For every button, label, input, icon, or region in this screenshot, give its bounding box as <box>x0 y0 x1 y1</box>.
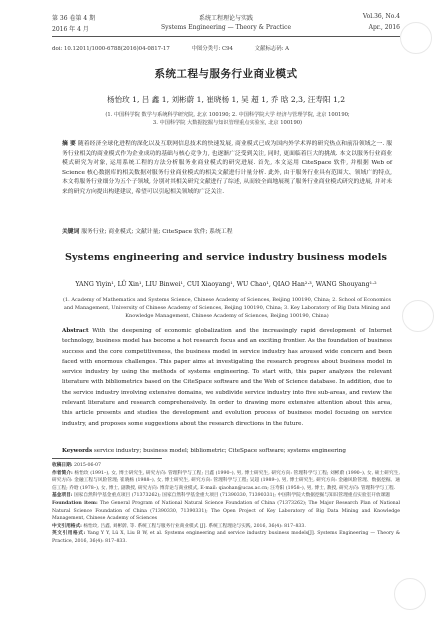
footnote-received: 收稿日期: 2015-06-07 <box>52 463 102 468</box>
article-meta <box>52 44 400 52</box>
authors-zh: 杨怡玫 1, 吕 鑫 1, 刘彬蔚 1, 崔晓杨 1, 吴 超 1, 乔 晗 2,3, 汪寿阳 1,2 <box>106 95 346 104</box>
doi: doi: 10.12011/1000-6788(2016)04-0817-17 <box>52 46 170 52</box>
abstract-en-text: With the deepening of economic globalization and the increasingly rapid development of Internet technology, business model has become a hot research focus and an exciting frontier. As the foundation of business success and the core competitiveness, the business model in service industry has aroused wide concern and been faced with enormous challenges. This paper aims at investigating the research progress about business model in service industry by using the methods of systems engineering. To start with, this paper analyzes the relevant literature with bibliometrics based on the CiteSpace software and the Web of Science database. In addition, due to the service industry involving extensive domains, we subdivide service industry into five sub-areas, and review the relevant literature and research comprehensively. In order to drawing more extensive attention about this area, this article presents and studies the development and evolution process of business model focusing on service industry, and proposes some suggestions about the research directions in the future. <box>62 328 392 427</box>
volume-issue-en: Vol.36, No.4 <box>362 13 400 20</box>
footnotes <box>52 462 400 546</box>
classification-number: 中图分类号: C94 <box>191 46 233 52</box>
footnote-citation-en: 英文引用格式: Yang Y Y, Lü X, Liu B W, et al. Systems engineering and service industry business models[J]. Systems Engineering — Theory & Practice, 2016, 36(4): 817–833. <box>52 531 401 544</box>
keywords-en-label: Keywords <box>62 448 93 454</box>
footnote-author-bio: 作者简介: 杨怡玫 (1991–), 女, 博士研究生, 研究方向: 管理科学与工程; 吕鑫 (1990–), 男, 博士研究生, 研究方向: 管理科学与工程; 刘彬蔚 (1990–), 女, 硕士研究生, 研究方向: 金融工程与风险管理; 崔晓杨 (1988–), 女, 博士研究生, 研究方向: 管理科学与工程; 吴超 (1989–), 男, 博士研究生, 研究方向: 金融风险管理、数据挖掘、通信工程; 乔晗 (1978–), 女, 博士, 副教授, 研究方向: 博弈论与商业模式, E-mail: qiaohan@ucas.ac.cn; 汪寿阳 (1958–), 男, 博士, 教授, 研究方向: 管理科学与工程. <box>52 470 401 491</box>
date-en: Apr., 2016 <box>368 24 400 31</box>
affiliation-line: 3. 中国科学院 大数据挖掘与知识管理重点实验室, 北京 100190) <box>152 120 303 126</box>
abstract-zh <box>62 140 392 198</box>
keywords-zh-label: 关键词 <box>62 229 80 235</box>
journal-name-zh: 系统工程理论与实践 <box>198 15 253 22</box>
header-divider <box>52 36 400 37</box>
abstract-zh-text: 随着经济全球化进程的深化以及互联网信息技术的快速发展, 商业模式已成为国内外学术界的研究热点和前沿领域之一. 服务行业相关的商业模式作为企业成功的基础与核心竞争力, 也逐渐广泛受到关注, 同时, 更面临着巨大的挑战. 本文以服务行业商业模式研究为对象, 运用系统工程的方法分析服务业商业模式的研究进展. 首先, 本文运用 CiteSpace 软件, 并根据 Web of Science 核心数据库的相关数据对服务行业商业模式的相关文献进行计量分析. 此外, 由于服务行业具有范围大、领域广的特点, 本文将服务行业细分为五个子领域, 分别对其相关研究文献进行了综述, 从而较全面地展现了服务行业商业模式研究的进展, 并对未来的研究方向提出构建建议, 希望可以引起相关领域的广泛关注. <box>62 141 393 195</box>
watermark-stamp <box>400 22 432 54</box>
date-zh: 2016 年 4 月 <box>52 26 89 33</box>
journal-name-en: Systems Engineering — Theory & Practice <box>160 24 292 31</box>
abstract-zh-label: 摘 要 <box>62 141 76 147</box>
footnote-divider <box>52 458 162 459</box>
abstract-en-label: Abstract <box>62 328 89 334</box>
watermark-stamp <box>394 578 426 610</box>
volume-issue-zh: 第 36 卷第 4 期 <box>52 15 96 22</box>
affiliation-line: (1. 中国科学院 数学与系统科学研究院, 北京 100190; 2. 中国科学院大学 经济与管理学院, 北京 100190; <box>105 112 350 118</box>
keywords-zh-text: 服务行业; 商业模式; 文献计量; CiteSpace 软件; 系统工程 <box>81 229 233 235</box>
footnote-funding-en: Foundation item: The General Program of National Natural Science Foundation of China (71373262); The Major Research Plan of National Natural Science Foundation of China (71390330, 71390331); The Open Project of Key Laboratory of Big Data Mining and Knowledge Management, Chinese Academy of Sciences <box>52 500 400 522</box>
keywords-zh <box>62 228 392 237</box>
abstract-en <box>62 326 392 429</box>
affiliations-en: (1. Academy of Mathematics and Systems Science, Chinese Academy of Sciences, Beijing 100190, China; 2. School of Economics and Management, University of Chinese Academy of Sciences, Beijing 100190, China; 3. Key Laboratory of Big Data Mining and Knowledge Management, Chinese Academy of Sciences, Beijing 100190, China) <box>63 297 391 319</box>
article-title-zh: 系统工程与服务行业商业模式 <box>154 68 298 80</box>
footnote-citation-zh: 中文引用格式: 杨怡玫, 吕鑫, 刘彬蔚, 等. 系统工程与服务行业商业模式 [J]. 系统工程理论与实践, 2016, 36(4): 817–833. <box>52 523 306 529</box>
keywords-en-text: service industry; business model; bibliometric; CiteSpace software; systems engineering <box>93 448 346 454</box>
watermark-stamp <box>402 300 434 332</box>
article-title-en: Systems engineering and service industry business models <box>64 252 388 263</box>
footnote-funding-zh: 基金项目: 国家自然科学基金重点项目 (71373262); 国家自然科学基金重大项目 (71390330, 71390331); 中国科学院大数据挖掘与知识管理重点实验室开放课题 <box>52 493 390 499</box>
authors-en: YANG Yiyin¹, LÜ Xin¹, LIU Binwei¹, CUI Xiaoyang¹, WU Chao¹, QIAO Han²·³, WANG Shouyang¹·² <box>75 281 377 288</box>
affiliations-zh <box>60 111 395 127</box>
document-code: 文献标志码: A <box>254 46 290 52</box>
keywords-en <box>62 447 392 456</box>
